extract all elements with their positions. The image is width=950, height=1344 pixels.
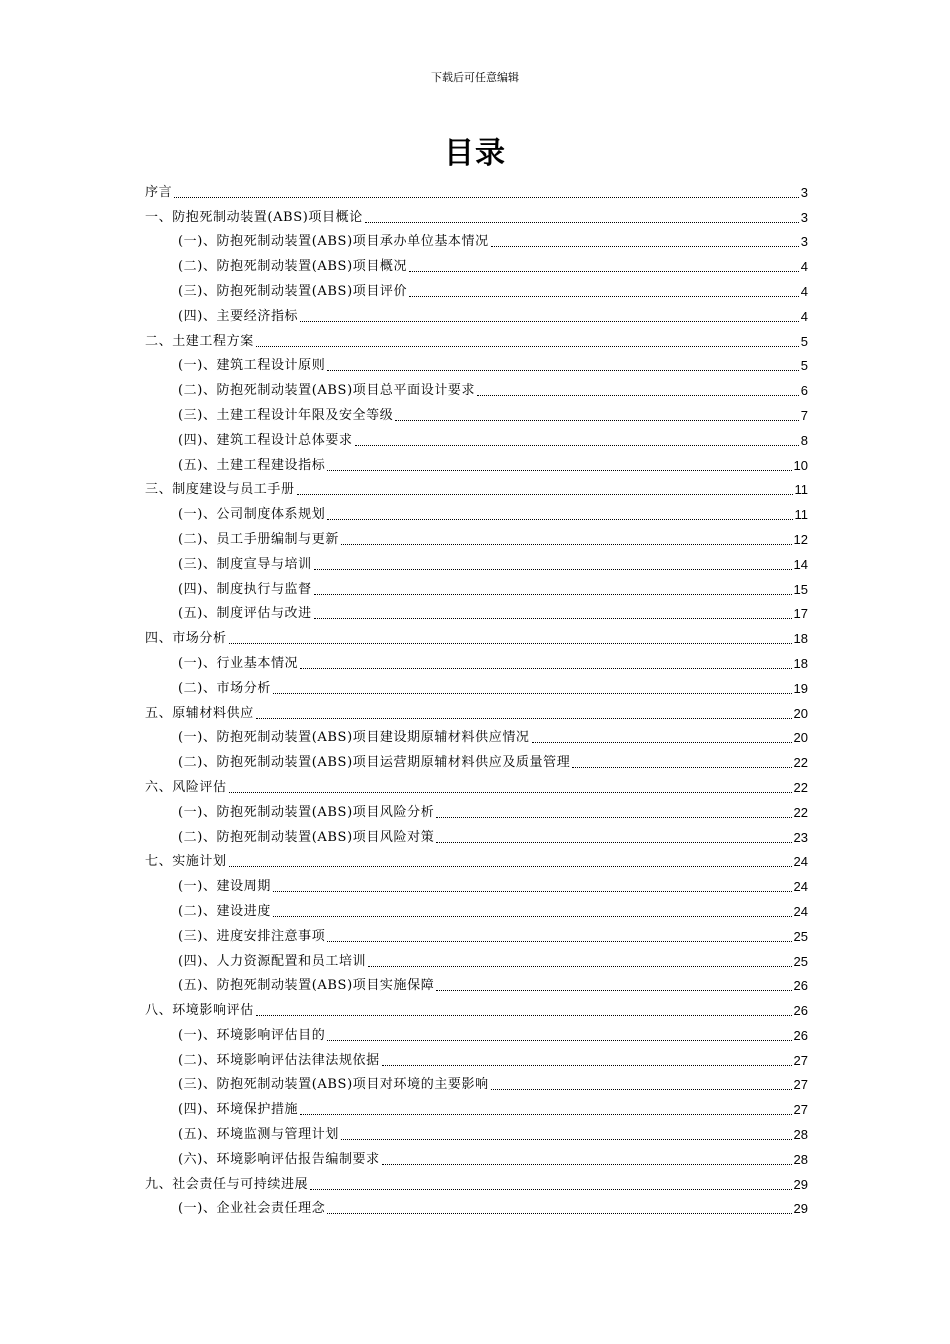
toc-page-number: 25 [793,953,808,969]
dot-leader [382,1065,792,1066]
toc-page-number: 4 [800,283,808,299]
toc-subentry[interactable] [145,449,808,474]
toc-entry-text: 八、环境影响评估 [145,1003,254,1019]
dot-leader [314,569,792,570]
toc-subentry[interactable] [145,796,808,821]
toc-subentry[interactable] [145,598,808,623]
toc-page-number: 4 [800,308,808,324]
dot-leader [395,420,798,421]
dot-leader [327,470,791,471]
toc-entry-text: (一)、公司制度体系规划 [178,507,326,523]
dot-leader [273,693,792,694]
toc-entry-text: (二)、市场分析 [178,680,271,696]
toc-page-number: 22 [793,779,808,795]
toc-page-number: 6 [800,383,808,399]
toc-subentry[interactable] [145,1193,808,1218]
toc-page-number: 8 [800,432,808,448]
toc-entry[interactable] [145,176,808,201]
toc-page-number: 29 [793,1201,808,1217]
dot-leader [409,296,799,297]
toc-entry-text: (五)、制度评估与改进 [178,606,312,622]
toc-entry[interactable] [145,846,808,871]
toc-subentry[interactable] [145,672,808,697]
toc-subentry[interactable] [145,1019,808,1044]
dot-leader [273,916,792,917]
toc-entry[interactable] [145,325,808,350]
toc-page-number: 3 [800,184,808,200]
toc-subentry[interactable] [145,300,808,325]
table-of-contents [145,176,808,1217]
toc-page-number: 4 [800,259,808,275]
dot-leader [256,346,799,347]
toc-subentry[interactable] [145,399,808,424]
dot-leader [382,1164,792,1165]
toc-page-number: 27 [793,1052,808,1068]
toc-subentry[interactable] [145,1143,808,1168]
dot-leader [256,1015,792,1016]
toc-subentry[interactable] [145,1118,808,1143]
toc-entry-text: (一)、企业社会责任理念 [178,1201,326,1217]
toc-page-number: 23 [793,829,808,845]
toc-page-number: 26 [793,1027,808,1043]
toc-page-number: 12 [793,531,808,547]
toc-page-number: 18 [793,631,808,647]
toc-subentry[interactable] [145,870,808,895]
toc-subentry[interactable] [145,970,808,995]
toc-entry-text: (三)、防抱死制动装置(ABS)项目评价 [178,283,408,299]
dot-leader [436,842,791,843]
dot-leader [297,494,793,495]
toc-entry-text: (四)、环境保护措施 [178,1102,299,1118]
toc-entry[interactable] [145,622,808,647]
toc-page-number: 5 [800,333,808,349]
toc-entry-text: (四)、主要经济指标 [178,308,299,324]
dot-leader [327,1213,791,1214]
dot-leader [532,742,792,743]
dot-leader [341,544,792,545]
toc-page-number: 25 [793,928,808,944]
toc-page-number: 15 [793,581,808,597]
toc-subentry[interactable] [145,226,808,251]
toc-page-number: 24 [793,879,808,895]
toc-entry-text: (三)、制度宣导与培训 [178,556,312,572]
toc-subentry[interactable] [145,374,808,399]
toc-entry-text: (二)、防抱死制动装置(ABS)项目风险对策 [178,829,435,845]
toc-entry-text: (四)、建筑工程设计总体要求 [178,432,353,448]
dot-leader [310,1189,791,1190]
toc-entry-text: 四、市场分析 [145,631,227,647]
toc-page-number: 3 [800,209,808,225]
toc-subentry[interactable] [145,821,808,846]
dot-leader [341,1139,792,1140]
toc-entry[interactable] [145,201,808,226]
dot-leader [174,197,799,198]
toc-entry-text: (一)、建筑工程设计原则 [178,358,326,374]
toc-page-number: 20 [793,705,808,721]
toc-entry-text: (五)、环境监测与管理计划 [178,1127,339,1143]
dot-leader [409,271,799,272]
toc-entry-text: (一)、建设周期 [178,879,271,895]
dot-leader [300,321,799,322]
toc-page-number: 17 [793,606,808,622]
dot-leader [327,370,798,371]
toc-entry-text: (五)、土建工程建设指标 [178,457,326,473]
dot-leader [327,519,792,520]
toc-subentry[interactable] [145,548,808,573]
dot-leader [327,1040,791,1041]
dot-leader [229,866,792,867]
toc-page-number: 20 [793,730,808,746]
toc-subentry[interactable] [145,275,808,300]
toc-page-number: 22 [793,804,808,820]
toc-subentry[interactable] [145,1044,808,1069]
toc-subentry[interactable] [145,573,808,598]
toc-entry-text: 一、防抱死制动装置(ABS)项目概论 [145,209,363,225]
toc-page-number: 28 [793,1127,808,1143]
toc-entry-text: (三)、进度安排注意事项 [178,928,326,944]
toc-entry[interactable] [145,697,808,722]
toc-subentry[interactable] [145,945,808,970]
toc-entry[interactable] [145,474,808,499]
toc-page-number: 3 [800,234,808,250]
dot-leader [491,1089,792,1090]
dot-leader [300,668,791,669]
toc-entry-text: 序言 [145,184,173,200]
dot-leader [273,891,792,892]
dot-leader [314,594,792,595]
toc-entry-text: (二)、防抱死制动装置(ABS)项目总平面设计要求 [178,383,476,399]
toc-page-number: 29 [793,1176,808,1192]
dot-leader [300,1114,791,1115]
toc-entry-text: 九、社会责任与可持续进展 [145,1176,309,1192]
toc-entry-text: (一)、防抱死制动装置(ABS)项目承办单位基本情况 [178,234,489,250]
toc-title: 目录 [444,136,506,171]
toc-entry-text: (一)、行业基本情况 [178,655,299,671]
toc-subentry[interactable] [145,350,808,375]
dot-leader [436,990,791,991]
dot-leader [572,767,791,768]
toc-page-number: 27 [793,1102,808,1118]
toc-entry-text: 二、土建工程方案 [145,333,254,349]
dot-leader [436,817,791,818]
toc-entry-text: 五、原辅材料供应 [145,705,254,721]
toc-entry-text: (三)、防抱死制动装置(ABS)项目对环境的主要影响 [178,1077,489,1093]
toc-page-number: 19 [793,680,808,696]
toc-page-number: 28 [793,1151,808,1167]
toc-subentry[interactable] [145,498,808,523]
dot-leader [229,792,792,793]
toc-subentry[interactable] [145,1069,808,1094]
toc-subentry[interactable] [145,250,808,275]
toc-page-number: 27 [793,1077,808,1093]
toc-entry-text: 三、制度建设与员工手册 [145,482,295,498]
toc-subentry[interactable] [145,895,808,920]
toc-entry-text: 六、风险评估 [145,779,227,795]
toc-page-number: 5 [800,358,808,374]
dot-leader [365,222,799,223]
toc-entry-text: (四)、制度执行与监督 [178,581,312,597]
toc-entry-text: (二)、防抱死制动装置(ABS)项目概况 [178,259,408,275]
toc-subentry[interactable] [145,746,808,771]
toc-subentry[interactable] [145,424,808,449]
toc-entry-text: 七、实施计划 [145,854,227,870]
toc-entry-text: (一)、环境影响评估目的 [178,1027,326,1043]
toc-entry-text: (一)、防抱死制动装置(ABS)项目风险分析 [178,804,435,820]
toc-entry-text: (四)、人力资源配置和员工培训 [178,953,367,969]
toc-entry-text: (三)、土建工程设计年限及安全等级 [178,407,394,423]
dot-leader [229,643,792,644]
toc-entry-text: (五)、防抱死制动装置(ABS)项目实施保障 [178,978,435,994]
toc-subentry[interactable] [145,647,808,672]
toc-subentry[interactable] [145,1093,808,1118]
toc-page-number: 26 [793,978,808,994]
toc-page-number: 14 [793,556,808,572]
toc-entry-text: (一)、防抱死制动装置(ABS)项目建设期原辅材料供应情况 [178,730,530,746]
dot-leader [327,941,791,942]
toc-entry-text: (二)、建设进度 [178,903,271,919]
toc-entry[interactable] [145,994,808,1019]
toc-page-number: 7 [800,407,808,423]
toc-entry-text: (六)、环境影响评估报告编制要求 [178,1151,380,1167]
dot-leader [355,445,799,446]
toc-entry[interactable] [145,1168,808,1193]
dot-leader [256,718,792,719]
toc-page-number: 11 [794,507,808,523]
toc-page-number: 26 [793,1003,808,1019]
toc-entry-text: (二)、环境影响评估法律法规依据 [178,1052,380,1068]
dot-leader [491,246,799,247]
dot-leader [477,395,799,396]
toc-page-number: 11 [794,482,808,498]
toc-page-number: 24 [793,903,808,919]
toc-subentry[interactable] [145,920,808,945]
toc-entry-text: (二)、防抱死制动装置(ABS)项目运营期原辅材料供应及质量管理 [178,755,571,771]
toc-page-number: 24 [793,854,808,870]
toc-page-number: 22 [793,755,808,771]
dot-leader [368,966,791,967]
toc-entry[interactable] [145,771,808,796]
toc-subentry[interactable] [145,523,808,548]
page-header-note: 下载后可任意编辑 [431,71,519,84]
toc-page-number: 10 [793,457,808,473]
toc-subentry[interactable] [145,722,808,747]
dot-leader [314,618,792,619]
toc-page-number: 18 [793,655,808,671]
toc-entry-text: (二)、员工手册编制与更新 [178,531,339,547]
